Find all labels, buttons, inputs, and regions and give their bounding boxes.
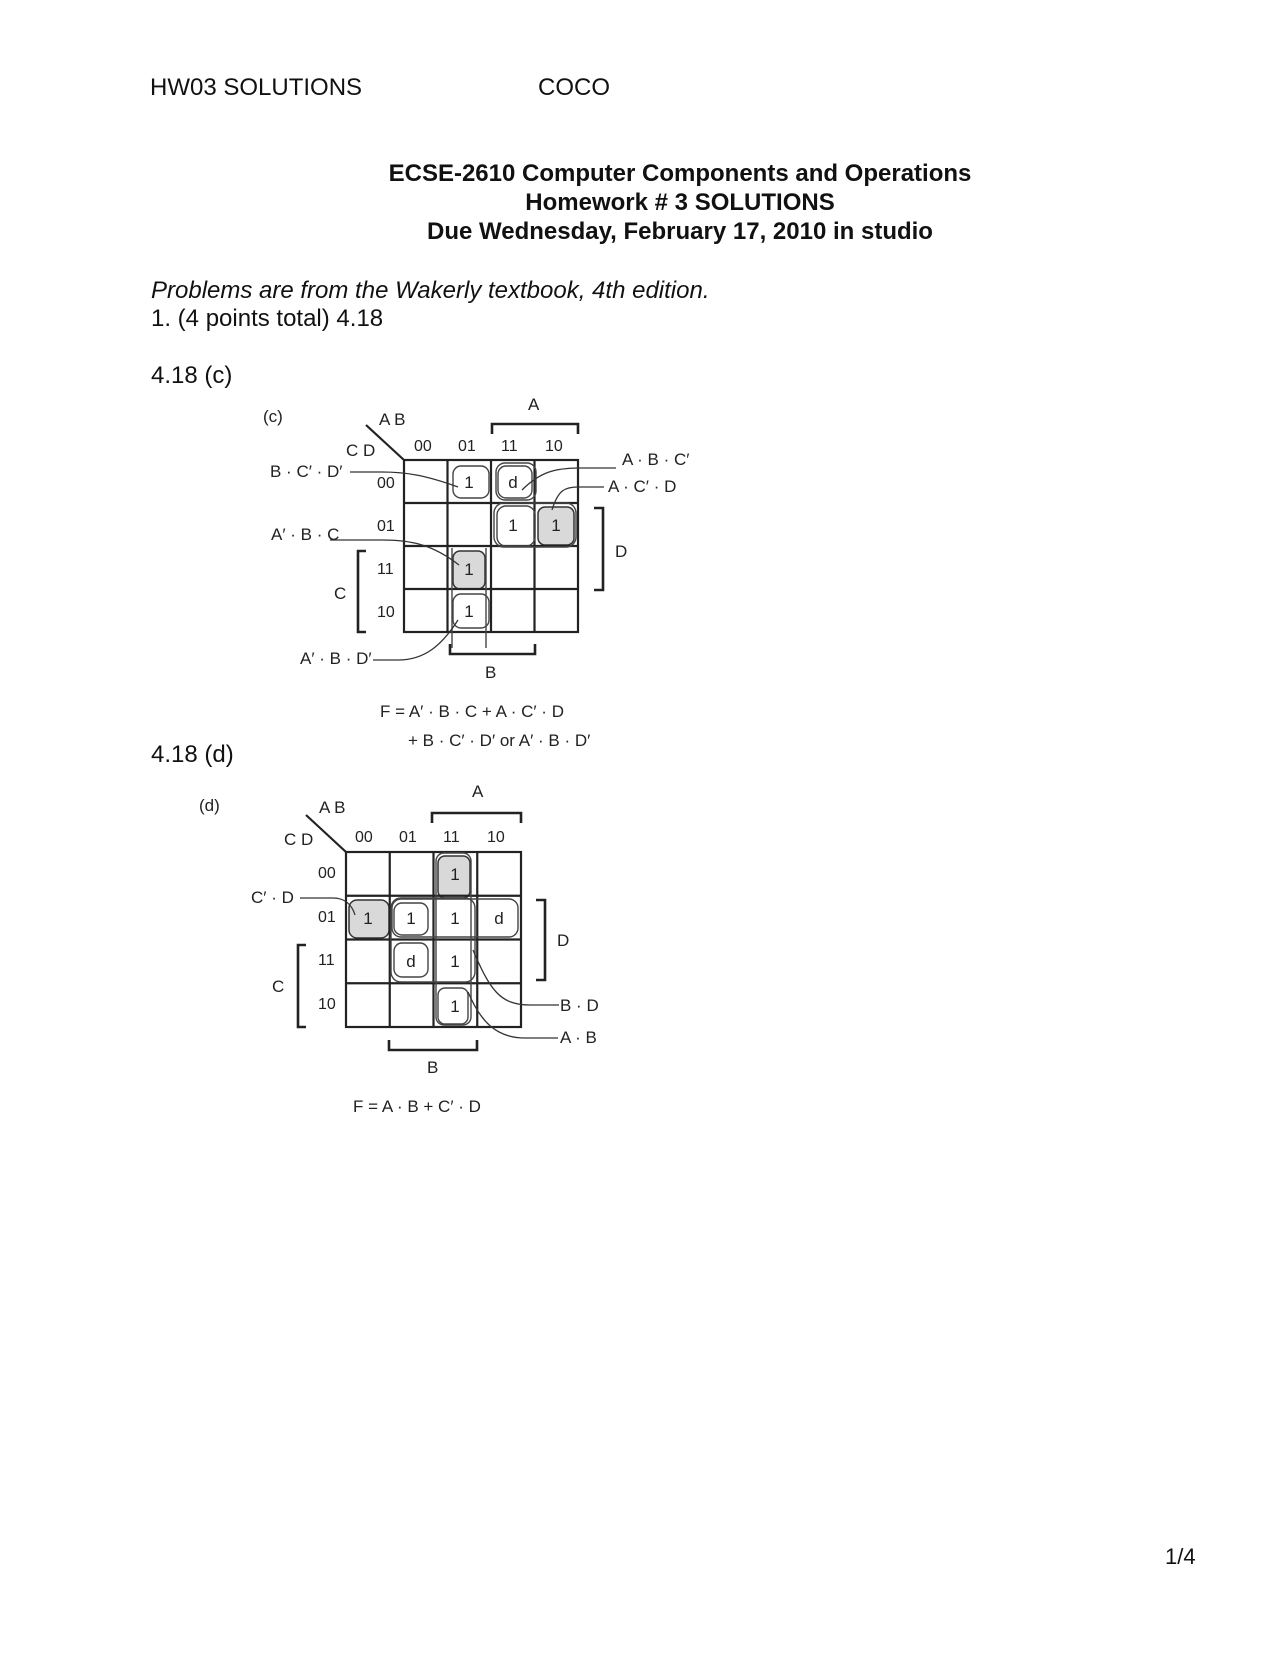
kmap-c-var-a: A xyxy=(528,395,540,414)
kmap-d-cell-01-01: 1 xyxy=(406,909,416,928)
title-line-3: Due Wednesday, February 17, 2010 in studio xyxy=(427,218,933,245)
kmap-d-b-bracket xyxy=(389,1040,477,1050)
kmap-c-cd-label: C D xyxy=(346,441,376,460)
kmap-c-cell-01-11: 1 xyxy=(508,516,518,535)
kmap-d-cell-01-00: 1 xyxy=(363,909,373,928)
kmap-c-cell-01-10: 1 xyxy=(551,516,561,535)
kmap-c-row-header-2: 11 xyxy=(377,561,394,578)
kmap-c-equation-line-1: F = A′ · B · C + A · C′ · D xyxy=(380,702,564,721)
page-number: 1/4 xyxy=(1165,1544,1196,1569)
kmap-d-col-header-2: 11 xyxy=(443,829,460,846)
title-line-2: Homework # 3 SOLUTIONS xyxy=(525,189,835,216)
kmap-c-term-abc-prime: A · B · C′ xyxy=(622,450,690,469)
kmap-d-d-bracket xyxy=(536,900,545,980)
kmap-c-cell-10-01: 1 xyxy=(464,602,474,621)
kmap-d-var-a: A xyxy=(472,782,484,801)
kmap-d-row-header-2: 11 xyxy=(318,952,335,969)
kmap-c-term-apbd: A′ · B · D′ xyxy=(300,649,372,668)
kmap-d-c-bracket xyxy=(298,945,306,1027)
kmap-c-map-label: (c) xyxy=(263,407,283,426)
kmap-d-cell-01-10: d xyxy=(494,909,504,928)
kmap-d-map-label: (d) xyxy=(199,796,220,815)
kmap-d-col-header-1: 01 xyxy=(399,829,417,846)
kmap-d-cell-01-11: 1 xyxy=(450,909,460,928)
kmap-c-cell-11-01: 1 xyxy=(464,560,474,579)
kmap-d-cell-11-11: 1 xyxy=(450,952,460,971)
kmap-c-term-acd: A · C′ · D xyxy=(608,477,677,496)
kmap-d-a-bracket xyxy=(432,813,521,823)
kmap-d-term-bd: B · D xyxy=(560,996,599,1015)
kmap-d-row-header-1: 01 xyxy=(318,909,336,926)
kmap-d-term-cd: C′ · D xyxy=(251,888,294,907)
kmap-d-var-d: D xyxy=(557,931,570,950)
kmap-d-row-header-3: 10 xyxy=(318,996,336,1013)
intro-note: Problems are from the Wakerly textbook, 4th edition. xyxy=(151,277,710,304)
kmap-c-col-header-1: 01 xyxy=(458,438,476,455)
kmap-c-var-b: B xyxy=(485,663,497,682)
kmap-d-var-b: B xyxy=(427,1058,439,1077)
kmap-c-col-header-2: 11 xyxy=(501,438,518,455)
kmap-d-cd-label: C D xyxy=(284,830,314,849)
header-center: COCO xyxy=(538,74,610,101)
kmap-c-row-header-0: 00 xyxy=(377,475,395,492)
kmap-d-var-c: C xyxy=(272,977,285,996)
kmap-c-col-header-0: 00 xyxy=(414,438,432,455)
problem-1: 1. (4 points total) 4.18 xyxy=(151,305,384,332)
kmap-d-cell-10-11: 1 xyxy=(450,997,460,1016)
kmap-d-col-header-0: 00 xyxy=(355,829,373,846)
kmap-c-row-header-1: 01 xyxy=(377,518,395,535)
title-line-1: ECSE-2610 Computer Components and Operations xyxy=(388,160,972,187)
kmap-c-ab-label: A B xyxy=(379,410,406,429)
kmap-c-term-bcd: B · C′ · D′ xyxy=(270,462,343,481)
kmap-c-var-c: C xyxy=(334,584,347,603)
kmap-d-cell-00-11: 1 xyxy=(450,865,460,884)
kmap-d-cell-11-01: d xyxy=(406,952,416,971)
heading-4-18-d: 4.18 (d) xyxy=(151,741,234,768)
kmap-d-row-header-0: 00 xyxy=(318,865,336,882)
kmap-c-cell-00-11: d xyxy=(508,473,518,492)
kmap-c-equation-line-2: + B · C′ · D′ or A′ · B · D′ xyxy=(408,731,591,750)
kmap-c-var-d: D xyxy=(615,542,628,561)
kmap-c-col-header-3: 10 xyxy=(545,438,563,455)
header-left: HW03 SOLUTIONS xyxy=(150,74,363,101)
heading-4-18-c: 4.18 (c) xyxy=(151,362,233,389)
kmap-d-term-ab: A · B xyxy=(560,1028,597,1047)
kmap-d-grid xyxy=(346,852,521,1027)
kmap-c-cell-00-01: 1 xyxy=(464,473,474,492)
kmap-d-ab-label: A B xyxy=(319,798,346,817)
kmap-d-col-header-3: 10 xyxy=(487,829,505,846)
kmap-d-equation: F = A · B + C′ · D xyxy=(353,1097,481,1116)
kmap-c-row-header-3: 10 xyxy=(377,604,395,621)
kmap-c-term-apbc: A′ · B · C xyxy=(271,525,340,544)
